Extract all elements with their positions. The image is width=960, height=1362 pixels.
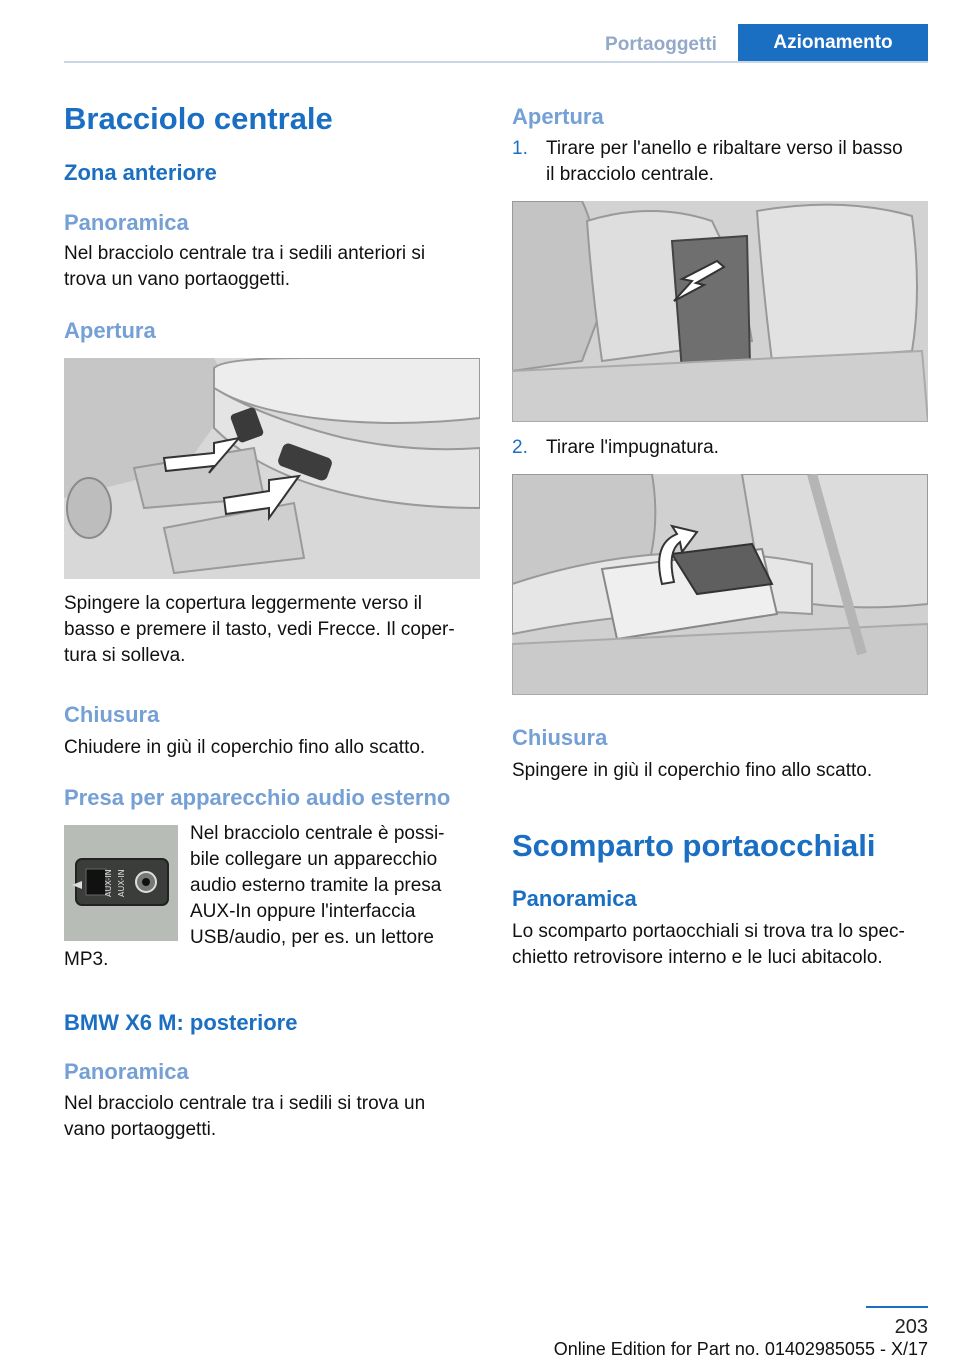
rear-closing-heading: Chiusura: [512, 725, 608, 750]
text-line: chietto retrovisore interno e le luci abitacolo.: [512, 947, 883, 968]
footer-rule: [866, 1306, 928, 1308]
text-line: Nel bracciolo centrale tra i sedili si trova un: [64, 1093, 426, 1114]
audio-heading: Presa per apparecchio audio esterno: [64, 785, 451, 810]
rear-seat-image: [512, 201, 928, 422]
overview-heading: Panoramica: [64, 210, 189, 235]
text-line: USB/audio, per es. un lettore: [190, 927, 434, 948]
rear-opening-heading: Apertura: [512, 104, 604, 129]
x6m-text: [64, 1091, 484, 1143]
page-title: Bracciolo centrale: [64, 101, 333, 136]
glasses-section-title: Scomparto portaocchiali: [512, 828, 876, 863]
opening-heading: Apertura: [64, 318, 156, 343]
x6m-heading: BMW X6 M: posteriore: [64, 1010, 298, 1035]
text-line: Nel bracciolo centrale tra i sedili anteriori si: [64, 243, 426, 264]
text-line: Nel bracciolo centrale è possi‐: [190, 823, 445, 844]
edition-text: Online Edition for Part no. 01402985055 - X/17: [553, 1339, 928, 1359]
rear-armrest-image: [512, 474, 928, 695]
text-line: Tirare per l'anello e ribaltare verso il basso: [546, 138, 903, 159]
opening-text: [64, 591, 484, 669]
x6m-overview-heading: Panoramica: [64, 1059, 189, 1084]
rear-closing-text: Spingere in giù il coperchio fino allo scatto.: [512, 760, 873, 781]
overview-text: [64, 241, 484, 293]
text-line: tura si solleva.: [64, 645, 186, 666]
header-tab-chapter[interactable]: Azionamento: [738, 24, 928, 61]
closing-text: Chiudere in giù il coperchio fino allo scatto.: [64, 737, 426, 758]
step1-text: [546, 136, 936, 188]
closing-heading: Chiusura: [64, 702, 160, 727]
page-number: 203: [894, 1316, 928, 1338]
aux-label: AUX-IN: [117, 869, 126, 897]
text-line: vano portaoggetti.: [64, 1119, 217, 1140]
glasses-text: [512, 919, 932, 971]
front-zone-heading: Zona anteriore: [64, 160, 217, 185]
step-number: 1.: [512, 138, 528, 159]
header-rule: [64, 61, 928, 63]
glasses-overview-heading: Panoramica: [512, 886, 637, 911]
step-number: 2.: [512, 437, 528, 458]
audio-text: [190, 821, 480, 951]
text-line: bile collegare un apparecchio: [190, 849, 438, 870]
front-armrest-image: [64, 358, 480, 579]
text-line: AUX-In oppure l'interfaccia: [190, 901, 416, 922]
text-line: basso e premere il tasto, vedi Frecce. Il coper‐: [64, 619, 455, 640]
text-line: il bracciolo centrale.: [546, 164, 714, 185]
text-line: Spingere la copertura leggermente verso il: [64, 593, 423, 614]
text-line: Lo scomparto portaocchiali si trova tra lo spec‐: [512, 921, 905, 942]
text-line: audio esterno tramite la presa: [190, 875, 442, 896]
aux-label: AUX-IN: [104, 869, 113, 897]
step2-text: Tirare l'impugnatura.: [546, 437, 719, 458]
header-tab-section[interactable]: Portaoggetti: [605, 34, 717, 55]
text-line: trova un vano portaoggetti.: [64, 269, 291, 290]
audio-port-image: [64, 825, 178, 941]
audio-text-tail: MP3.: [64, 949, 109, 970]
